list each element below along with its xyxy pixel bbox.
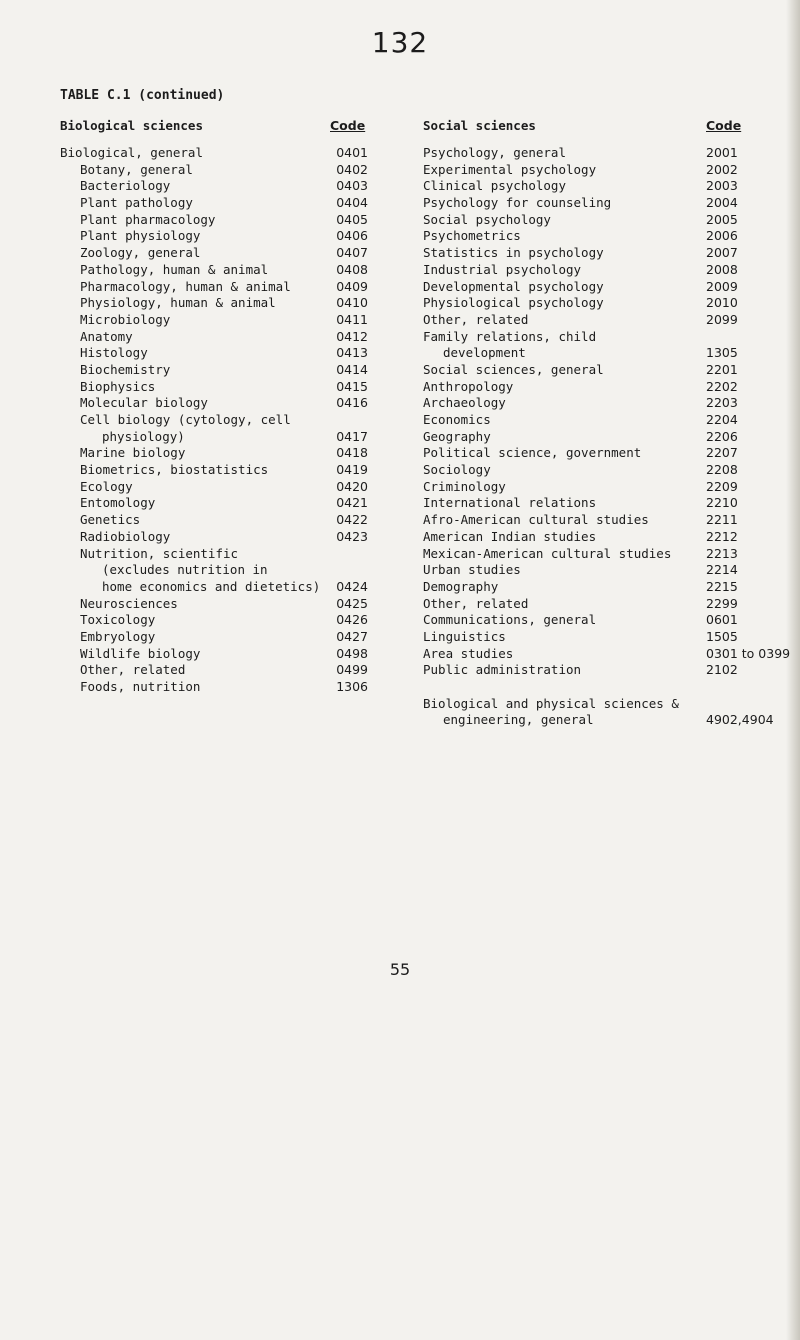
table-row-code: 0407	[336, 245, 368, 261]
table-row-code: 2206	[706, 428, 738, 444]
table-row-label: Public administration	[423, 662, 582, 678]
table-row-code: 0412	[336, 328, 368, 344]
table-row-code: 0419	[336, 462, 368, 478]
table-row-code: 2010	[706, 295, 738, 311]
table-row-code: 0403	[336, 178, 368, 194]
table-row-label: American Indian studies	[423, 528, 597, 544]
table-row-code: 0409	[336, 278, 368, 294]
table-row-code: 2210	[706, 495, 738, 511]
table-row-code: 2208	[706, 462, 738, 478]
table-row-label: engineering, general	[443, 712, 594, 728]
table-row-code: 0401	[336, 145, 368, 160]
table-row-label: Other, related	[80, 662, 186, 678]
table-row-code: 4902,4904	[706, 712, 774, 728]
table-row-label: home economics and dietetics)	[102, 578, 321, 594]
table-row-code: 0402	[336, 161, 368, 177]
table-row-label: Psychology, general	[423, 145, 566, 160]
table-row-code: 2102	[706, 662, 738, 678]
left-code-header: Code	[330, 118, 366, 133]
table-row-label: Foods, nutrition	[80, 679, 201, 694]
table-row-label: Histology	[80, 345, 148, 361]
right-code-list	[640, 145, 795, 729]
table-row-label: Sociology	[423, 462, 491, 478]
left-column-header: Biological sciences	[60, 118, 203, 133]
table-row-code: 2201	[706, 361, 738, 377]
table-row-label: development	[443, 345, 526, 361]
table-row-label: Area studies	[423, 645, 514, 661]
table-row-code: 0411	[336, 311, 368, 327]
table-row-code: 0413	[336, 345, 368, 361]
table-row-code	[640, 679, 795, 696]
table-row-code: 2207	[706, 445, 738, 461]
table-row-label: Social sciences, general	[423, 361, 604, 377]
table-row-code: 0414	[336, 361, 368, 377]
table-row-label: Plant pathology	[80, 195, 193, 211]
table-row-label: Nutrition, scientific	[80, 545, 239, 561]
table-row-code: 2215	[706, 578, 738, 594]
table-row-label: Genetics	[80, 512, 141, 528]
table-row-code: 0420	[336, 478, 368, 494]
table-row-code: 2006	[706, 228, 738, 244]
table-row-label: Cell biology (cytology, cell	[80, 412, 291, 427]
table-row-label: Physiological psychology	[423, 295, 604, 311]
table-row-code: 2209	[706, 478, 738, 494]
table-row-label: Social psychology	[423, 211, 551, 227]
table-row-label: Mexican-American cultural studies	[423, 545, 672, 561]
right-column-header: Social sciences	[423, 118, 536, 133]
table-row-code: 2002	[706, 161, 738, 177]
table-row-code: 0421	[336, 495, 368, 511]
table-row-code: 0423	[336, 528, 368, 544]
table-row-code	[640, 696, 795, 713]
table-row-code: 0418	[336, 445, 368, 461]
table-row-label: Psychology for counseling	[423, 195, 612, 211]
table-row-label: Political science, government	[423, 445, 642, 461]
table-row-code: 2211	[706, 512, 738, 528]
table-row-code: 0601	[706, 612, 738, 628]
table-row-code: 0301 to 0399	[706, 645, 791, 661]
table-row-code	[300, 412, 368, 429]
table-row-label: Plant pharmacology	[80, 211, 216, 227]
table-row-label: Statistics in psychology	[423, 245, 604, 261]
table-row-code: 2204	[706, 412, 738, 427]
table-row-label: Afro-American cultural studies	[423, 512, 649, 528]
table-row-code: 2299	[706, 595, 738, 611]
table-row-code: 2009	[706, 278, 738, 294]
table-row-label: International relations	[423, 495, 597, 511]
table-row-label: Geography	[423, 428, 491, 444]
table-row-label: Developmental psychology	[423, 278, 604, 294]
table-row-code: 2214	[706, 562, 738, 578]
table-row-code: 2001	[706, 145, 738, 160]
table-row-code: 2004	[706, 195, 738, 211]
table-row-code: 2202	[706, 378, 738, 394]
table-row-label: Family relations, child	[423, 328, 597, 344]
table-row-label: Experimental psychology	[423, 161, 597, 177]
table-row-code: 2007	[706, 245, 738, 261]
table-row-label: Bacteriology	[80, 178, 171, 194]
right-code-header: Code	[706, 118, 742, 133]
table-row-code: 1505	[706, 628, 738, 644]
table-row-code	[300, 546, 368, 563]
table-row-code: 0404	[336, 195, 368, 211]
table-row-label: Botany, general	[80, 161, 193, 177]
table-row-label: Industrial psychology	[423, 261, 582, 277]
left-code-list	[300, 145, 368, 696]
table-row-label: Zoology, general	[80, 245, 201, 261]
table-row-code: 0417	[336, 428, 368, 444]
left-label-list	[60, 145, 330, 696]
table-row-code: 0425	[336, 595, 368, 611]
table-row-label: Biological, general	[60, 145, 203, 160]
table-row-label: Physiology, human & animal	[80, 295, 276, 311]
table-row-label: Criminology	[423, 478, 506, 494]
table-row-code: 0427	[336, 628, 368, 644]
table-row-label: Molecular biology	[80, 395, 208, 411]
table-row-label: Plant physiology	[80, 228, 201, 244]
table-row-label: Biological and physical sciences &	[423, 695, 679, 711]
table-row-code: 2008	[706, 261, 738, 277]
table-row-code: 0408	[336, 261, 368, 277]
table-row-label: Radiobiology	[80, 528, 171, 544]
table-row-label: Biochemistry	[80, 361, 171, 377]
table-row-label: Pathology, human & animal	[80, 261, 269, 277]
table-row-label: Embryology	[80, 628, 156, 644]
table-row-label: Entomology	[80, 495, 156, 511]
table-row-label: Archaeology	[423, 395, 506, 411]
table-row-code: 2212	[706, 528, 738, 544]
table-row-label: Urban studies	[423, 562, 521, 578]
table-row-code: 0424	[336, 578, 368, 594]
table-row-label: Anthropology	[423, 378, 514, 394]
table-row-label: Microbiology	[80, 311, 171, 327]
table-row-label: Clinical psychology	[423, 178, 566, 194]
table-row-code: 2099	[706, 311, 738, 327]
table-row-label: Other, related	[423, 595, 529, 611]
table-row-label: physiology)	[102, 428, 185, 444]
table-row-label: Economics	[423, 412, 491, 427]
table-row-label: Marine biology	[80, 445, 186, 461]
table-title: TABLE C.1 (continued)	[60, 88, 225, 103]
table-row-code	[640, 329, 795, 346]
table-row-code: 0426	[336, 612, 368, 628]
table-row-label: Wildlife biology	[80, 645, 201, 661]
table-row-code: 2005	[706, 211, 738, 227]
table-row-label: Psychometrics	[423, 228, 521, 244]
table-row-label: Anatomy	[80, 328, 133, 344]
table-row-code: 2003	[706, 178, 738, 194]
table-row-code: 2203	[706, 395, 738, 411]
table-row-code: 0410	[336, 295, 368, 311]
table-row-code: 2213	[706, 545, 738, 561]
table-row-code: 0416	[336, 395, 368, 411]
table-row-label: Ecology	[80, 478, 133, 494]
table-row-label: Communications, general	[423, 612, 597, 628]
table-row-label: Neurosciences	[80, 595, 178, 611]
table-row-label: Linguistics	[423, 628, 506, 644]
table-row-code: 0422	[336, 512, 368, 528]
table-row-label: Biometrics, biostatistics	[80, 462, 269, 478]
table-row-code: 0405	[336, 211, 368, 227]
footer-page-number: 55	[389, 960, 411, 979]
page-number: 132	[371, 26, 429, 59]
table-row-label: (excludes nutrition in	[102, 562, 268, 578]
table-row-label: Toxicology	[80, 612, 156, 628]
table-row-code	[300, 562, 368, 579]
table-row-code: 0415	[336, 378, 368, 394]
table-row-code: 0499	[336, 662, 368, 678]
table-row-label: Biophysics	[80, 378, 156, 394]
table-row-code: 1305	[706, 345, 738, 361]
table-row-label: Demography	[423, 578, 499, 594]
table-row-code: 0498	[336, 645, 368, 661]
table-row-code: 1306	[336, 679, 368, 694]
table-row-label: Pharmacology, human & animal	[80, 278, 291, 294]
table-row-code: 0406	[336, 228, 368, 244]
table-row-label: Other, related	[423, 311, 529, 327]
